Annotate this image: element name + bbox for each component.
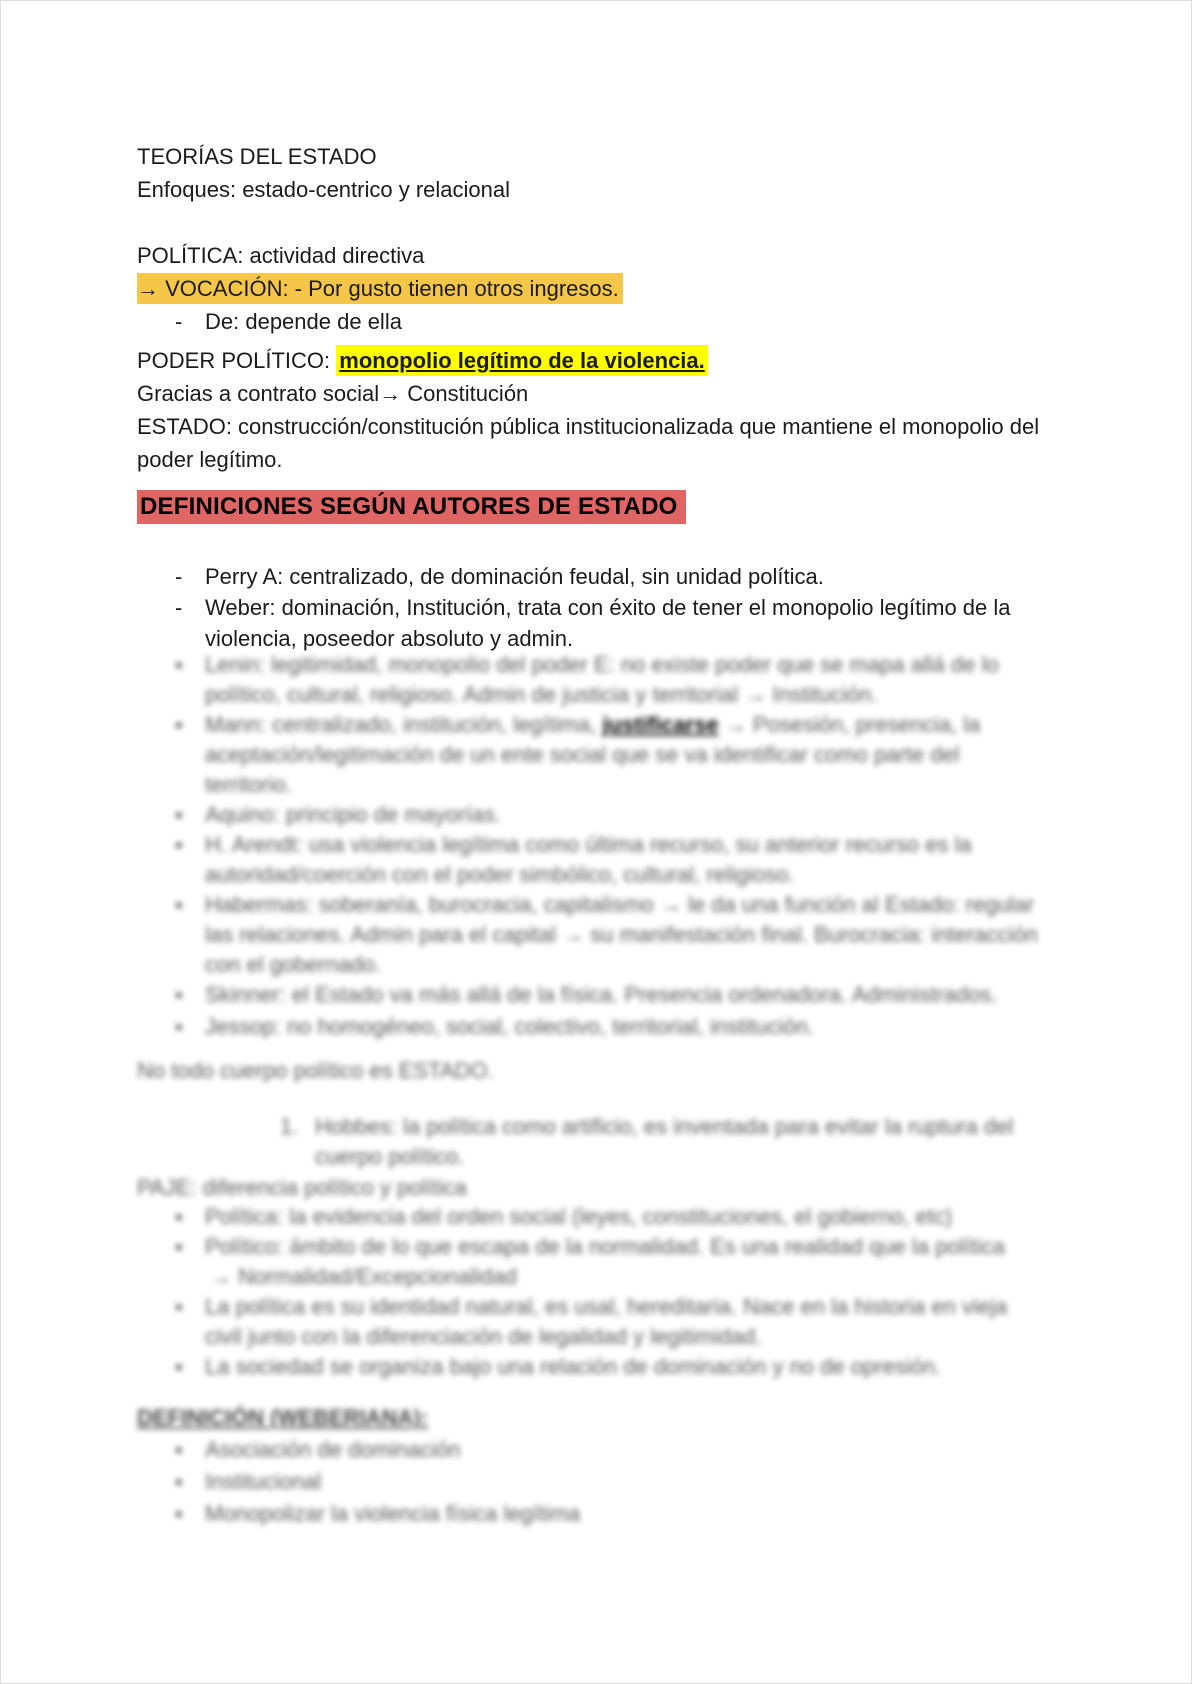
- politica-line: POLÍTICA: actividad directiva: [137, 243, 425, 268]
- section-heading-wrap: [137, 490, 1072, 524]
- bullet-marker: -: [175, 564, 183, 589]
- vocacion-line: [137, 272, 1072, 305]
- de-bullet: [137, 305, 1072, 338]
- blurred-bullet: ▪ Skinner: el Estado va más allá de la física. Presencia ordenadora. Administrados.: [175, 982, 998, 1007]
- section-heading: DEFINICIONES SEGÚN AUTORES DE ESTADO: [137, 490, 686, 524]
- blurred-bullet: ▪ Política: la evidencia del orden social (leyes, constituciones, el gobierno, etc): [175, 1204, 953, 1229]
- poder-line: [137, 344, 1072, 377]
- blurred-bullet: [137, 710, 1072, 800]
- blurred-bullet: ▪ La sociedad se organiza bajo una relación de dominación y no de opresión.: [175, 1354, 942, 1379]
- no-todo-line: No todo cuerpo político es ESTADO.: [137, 1058, 494, 1083]
- blurred-bullet: ▪ Jessop: no homogéneo, social, colectivo, territorial, institución.: [175, 1014, 814, 1039]
- subtitle: Enfoques: estado-centrico y relacional: [137, 177, 510, 202]
- bullet-marker: -: [175, 595, 183, 620]
- blurred-bullet: ▪ Institucional: [175, 1469, 322, 1494]
- paje-line: PAJE: diferencia político y política: [137, 1175, 467, 1200]
- bullet-marker: ▪: [175, 652, 183, 677]
- vocacion-highlight: → VOCACIÓN: - Por gusto tienen otros ingresos.: [137, 273, 623, 304]
- author-bullet-perry: [137, 561, 1072, 592]
- bullet-marker: -: [175, 309, 183, 334]
- bullet-text: De: depende de ella: [205, 309, 402, 334]
- definicion-heading: DEFINICIÓN (WEBERIANA):: [137, 1405, 428, 1430]
- gracias-line: Gracias a contrato social→ Constitución: [137, 381, 529, 406]
- poder-highlight: monopolio legítimo de la violencia.: [336, 345, 708, 376]
- author-bullet-weber: [137, 592, 1072, 654]
- blurred-bold-term: justificarse: [602, 712, 719, 737]
- page-title: TEORÍAS DEL ESTADO: [137, 144, 377, 169]
- hobbes-numbered-item: [137, 1112, 1072, 1172]
- numbered-text: Hobbes: la política como artificio, es inventada para evitar la ruptura del cuerpo político.: [315, 1114, 1014, 1169]
- bullet-text: Perry A: centralizado, de dominación feudal, sin unidad política.: [205, 564, 824, 589]
- blurred-bullet: ▪ La política es su identidad natural, es usal, hereditaria. Nace en la historia en vieja civil junto con la diferenciación de legalidad y legitimidad.: [175, 1294, 1008, 1349]
- blurred-bullet: ▪ Habermas: soberanía, burocracia, capitalismo → le da una función al Estado: regular las relaciones. Admin para el capital → su manifestación final. Burocracia: interacción con el gobernado.: [175, 892, 1038, 977]
- blurred-bullet: ▪ Monopolizar la violencia física legítima: [175, 1501, 581, 1526]
- estado-definition: ESTADO: construcción/constitución pública institucionalizada que mantiene el monopolio del poder legítimo.: [137, 414, 1040, 472]
- blurred-bullet: ▪ Político: ámbito de lo que escapa de la normalidad. Es una realidad que la política → Normalidad/Excepcionalidad: [175, 1234, 1005, 1289]
- number-marker: 1.: [280, 1114, 299, 1139]
- blurred-bullet: ▪ H. Arendt: usa violencia legítima como última recurso, su anterior recurso es la autoridad/coerción con el poder simbólico, cultural, religioso.: [175, 832, 972, 887]
- blurred-bullet: ▪ Aquino: principio de mayorías.: [175, 802, 501, 827]
- bullet-text: Lenin: legitimidad, monopolio del poder E: no existe poder que se mapa allá de lo político, cultural, religioso. Admin de justicia y territorial → Institución.: [205, 652, 999, 707]
- blurred-bullet: [137, 650, 1072, 710]
- bullet-text: Mann: centralizado, institución, legítima, justificarse → Posesión, presencia, la aceptación/legitimación de un ente social que se va identificar como parte del territorio.: [205, 712, 981, 797]
- bullet-marker: ▪: [175, 712, 183, 737]
- blurred-bullet: ▪ Asociación de dominación: [175, 1437, 461, 1462]
- poder-label: PODER POLÍTICO:: [137, 348, 337, 373]
- bullet-text: Weber: dominación, Institución, trata con éxito de tener el monopolio legítimo de la violencia, poseedor absoluto y admin.: [205, 595, 1011, 651]
